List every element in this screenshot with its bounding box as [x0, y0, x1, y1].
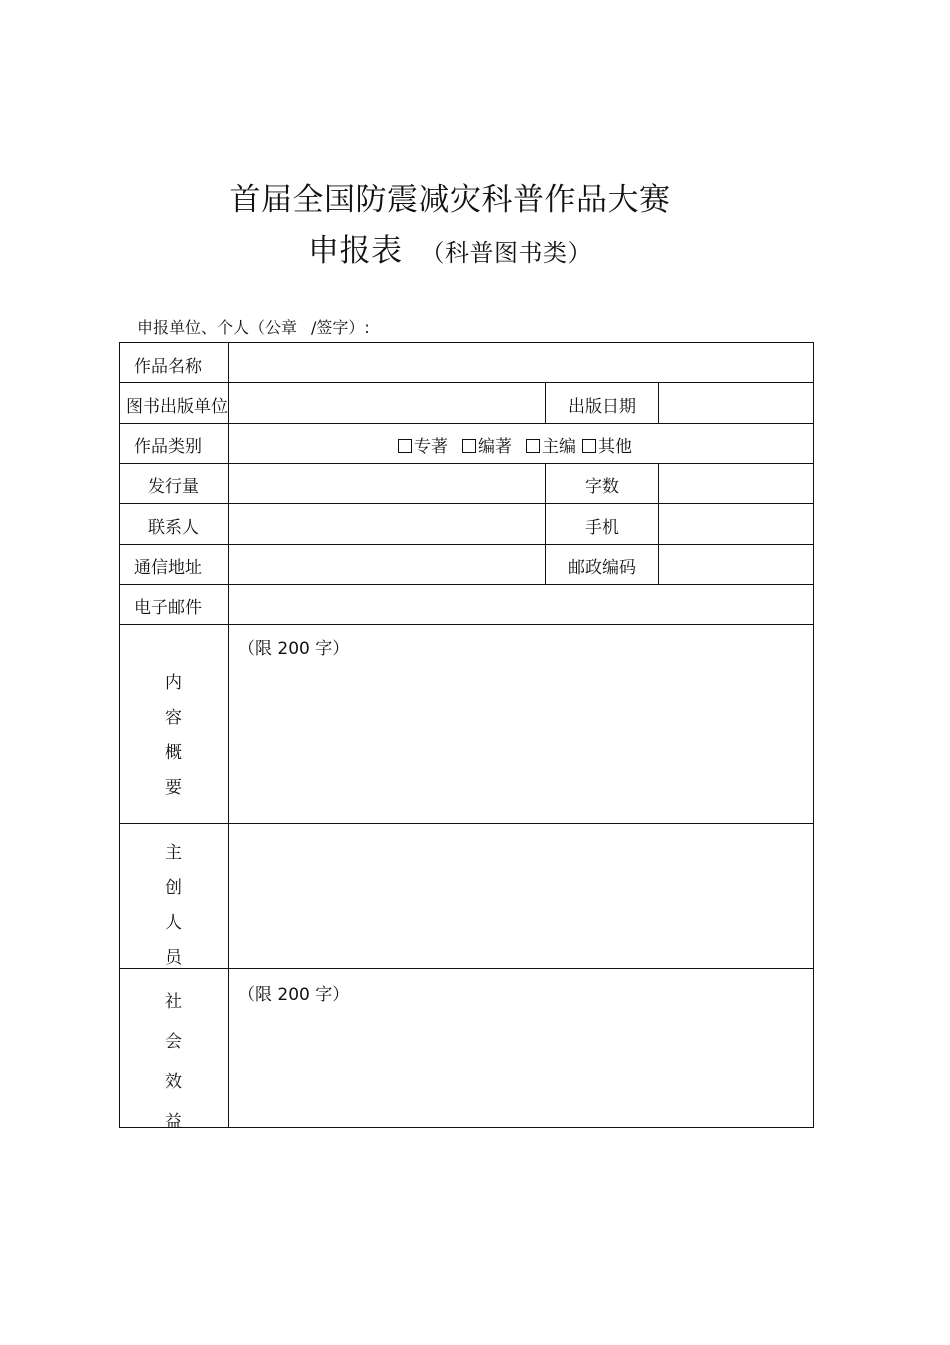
mobile-field[interactable]: [659, 504, 813, 544]
publisher-field[interactable]: [229, 383, 545, 423]
circulation-field[interactable]: [229, 464, 545, 503]
work-type-label: 作品类别: [134, 437, 202, 457]
summary-hint: （限 200 字）: [238, 639, 350, 659]
application-form-table: [119, 342, 814, 1132]
email-field[interactable]: [229, 585, 813, 624]
form-subtitle-main: 申报表: [308, 233, 403, 269]
checkbox-icon[interactable]: [526, 439, 540, 453]
creators-label: 主 创 人 员: [165, 843, 182, 968]
publish-date-label: 出版日期: [568, 397, 636, 417]
checkbox-icon[interactable]: [398, 439, 412, 453]
social-benefit-label: 社 会 效 益: [165, 992, 182, 1132]
contact-label: 联系人: [148, 518, 199, 538]
applicant-label: 申报单位、个人（公章: [137, 318, 298, 337]
word-count-label: 字数: [585, 477, 619, 497]
address-label: 通信地址: [134, 558, 202, 578]
checkbox-icon[interactable]: [462, 439, 476, 453]
work-type-option-compiled[interactable]: [462, 437, 512, 457]
work-name-label: 作品名称: [134, 357, 202, 377]
form-title: 首届全国防震减灾科普作品大赛: [229, 182, 671, 218]
work-type-option-label: 其他: [598, 437, 632, 457]
work-type-option-chief-editor[interactable]: [526, 437, 576, 457]
checkbox-icon[interactable]: [582, 439, 596, 453]
work-type-option-label: 主编: [542, 437, 576, 457]
publisher-label: 图书出版单位: [126, 397, 228, 417]
work-type-option-monograph[interactable]: [398, 437, 448, 457]
social-benefit-hint: （限 200 字）: [238, 985, 350, 1005]
publish-date-field[interactable]: [659, 383, 813, 423]
work-type-option-other[interactable]: [582, 437, 632, 457]
address-field[interactable]: [229, 545, 545, 584]
work-type-option-label: 编著: [478, 437, 512, 457]
word-count-field[interactable]: [659, 464, 813, 503]
work-name-field[interactable]: [229, 343, 813, 382]
postcode-label: 邮政编码: [568, 558, 636, 578]
summary-label: 内 容 概 要: [165, 673, 182, 798]
email-label: 电子邮件: [134, 598, 202, 618]
applicant-signature-line: [137, 315, 370, 338]
postcode-field[interactable]: [659, 545, 813, 584]
work-type-option-label: 专著: [414, 437, 448, 457]
work-type-options: [398, 437, 632, 457]
circulation-label: 发行量: [148, 477, 199, 497]
contact-field[interactable]: [229, 504, 545, 544]
creators-field[interactable]: [229, 824, 813, 968]
applicant-label-signature: /签字）:: [311, 318, 370, 337]
mobile-label: 手机: [585, 518, 619, 538]
form-category: （科普图书类）: [420, 239, 592, 267]
form-subtitle: [0, 225, 900, 270]
summary-field[interactable]: [229, 625, 813, 823]
social-benefit-field[interactable]: [229, 969, 813, 1127]
